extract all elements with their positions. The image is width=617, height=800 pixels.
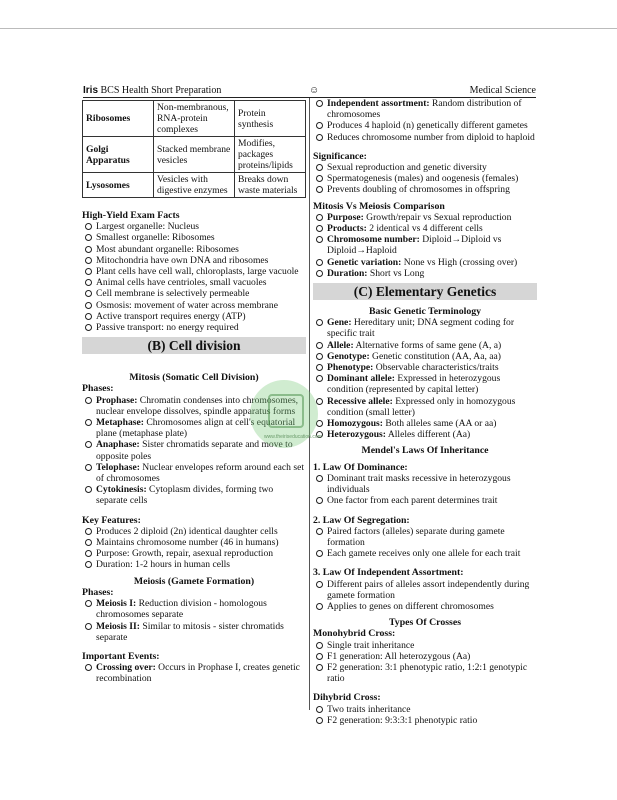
- list-item: Maintains chromosome number (46 in humans): [82, 537, 306, 548]
- significance-label: Significance:: [313, 150, 367, 162]
- list-item: Dominant allele: Expressed in heterozygous condition (represented by capital letter): [313, 373, 537, 395]
- header-left: [83, 85, 221, 96]
- list-item: Recessive allele: Expressed only in homozygous condition (small letter): [313, 396, 537, 418]
- list-item: Largest organelle: Nucleus: [82, 221, 306, 232]
- list-item: Duration: Short vs Long: [313, 268, 537, 279]
- list-item: Mitochondria have own DNA and ribosomes: [82, 255, 306, 266]
- list-item: Homozygous: Both alleles same (AA or aa): [313, 418, 537, 429]
- list-item: Produces 2 diploid (2n) identical daughter cells: [82, 526, 306, 537]
- list-item: Most abundant organelle: Ribosomes: [82, 244, 306, 255]
- law1-list: [313, 473, 537, 507]
- high-yield-title: High-Yield Exam Facts: [82, 210, 180, 221]
- table-cell: Vesicles with digestive enzymes: [154, 173, 235, 198]
- table-cell: Stacked membrane vesicles: [154, 137, 235, 173]
- list-item: F2 generation: 3:1 phenotypic ratio, 1:2:1 genotypic ratio: [313, 662, 537, 684]
- list-item: Passive transport: no energy required: [82, 322, 306, 333]
- important-events-list: [82, 662, 306, 684]
- list-item: Heterozygous: Alleles different (Aa): [313, 429, 537, 440]
- brand-logo: Iris: [83, 85, 99, 96]
- meiosis-continued-list: [313, 98, 537, 143]
- crosses-title: Types Of Crosses: [388, 617, 462, 629]
- organelle-table: [82, 100, 306, 198]
- list-item: Genetic variation: None vs High (crossing over): [313, 257, 537, 268]
- list-item: Duration: 1-2 hours in human cells: [82, 559, 306, 570]
- list-item: F1 generation: All heterozygous (Aa): [313, 651, 537, 662]
- phases-label: Phases:: [82, 383, 114, 395]
- high-yield-list: [82, 221, 306, 333]
- list-item: Sexual reproduction and genetic diversity: [313, 162, 537, 173]
- section-b-heading: (B) Cell division: [82, 337, 306, 354]
- header-title: BCS Health Short Preparation: [100, 85, 222, 96]
- meiosis-title: Meiosis (Gamete Formation): [133, 575, 255, 587]
- list-item: Active transport requires energy (ATP): [82, 311, 306, 322]
- table-cell: Ribosomes: [83, 101, 154, 137]
- mitosis-title: Mitosis (Somatic Cell Division): [129, 372, 259, 384]
- list-item: Osmosis: movement of water across membrane: [82, 300, 306, 311]
- dihybrid-list: [313, 704, 537, 726]
- list-item: Two traits inheritance: [313, 704, 537, 715]
- key-features-list: [82, 526, 306, 571]
- list-item: Animal cells have centrioles, small vacuoles: [82, 277, 306, 288]
- list-item: Single trait inheritance: [313, 640, 537, 651]
- comparison-list: [313, 212, 537, 279]
- table-cell: Protein synthesis: [235, 101, 306, 137]
- watermark-logo: [250, 380, 322, 448]
- list-item: Allele: Alternative forms of same gene (A, a): [313, 340, 537, 351]
- table-cell: Lysosomes: [83, 173, 154, 198]
- list-item: Phenotype: Observable characteristics/traits: [313, 362, 537, 373]
- section-c-heading: (C) Elementary Genetics: [313, 283, 537, 300]
- dihybrid-title: Dihybrid Cross:: [313, 692, 381, 704]
- right-column: [313, 98, 537, 726]
- law2-title: 2. Law Of Segregation:: [313, 514, 410, 526]
- law2-list: [313, 526, 537, 560]
- list-item: Each gamete receives only one allele for each trait: [313, 548, 537, 559]
- table-cell: Breaks down waste materials: [235, 173, 306, 198]
- table-row: [83, 173, 306, 198]
- list-item: Different pairs of alleles assort independently during gamete formation: [313, 579, 537, 601]
- mendel-title: Mendel's Laws Of Inheritance: [361, 445, 489, 457]
- list-item: Plant cells have cell wall, chloroplasts, large vacuole: [82, 266, 306, 277]
- meiosis-phases-list: [82, 598, 306, 643]
- list-item: Genotype: Genetic constitution (AA, Aa, aa): [313, 351, 537, 362]
- list-item: Purpose: Growth/repair vs Sexual reproduction: [313, 212, 537, 223]
- list-item: Purpose: Growth, repair, asexual reproduction: [82, 548, 306, 559]
- key-features-label: Key Features:: [82, 514, 141, 526]
- list-item: Dominant trait masks recessive in heterozygous individuals: [313, 473, 537, 495]
- law3-title: 3. Law Of Independent Assortment:: [313, 567, 464, 579]
- list-item: Spermatogenesis (males) and oogenesis (females): [313, 173, 537, 184]
- header-subject: Medical Science: [469, 85, 536, 96]
- law1-title: 1. Law Of Dominance:: [313, 461, 408, 473]
- list-item: Meiosis II: Similar to mitosis - sister chromatids separate: [82, 621, 306, 643]
- table-row: [83, 101, 306, 137]
- table-cell: Golgi Apparatus: [83, 137, 154, 173]
- monohybrid-list: [313, 640, 537, 685]
- list-item: Paired factors (alleles) separate during gamete formation: [313, 526, 537, 548]
- list-item: F2 generation: 9:3:3:1 phenotypic ratio: [313, 715, 537, 726]
- list-item: Chromosome number: Diploid→Diploid vs Diploid→Haploid: [313, 234, 537, 256]
- list-item: Cell membrane is selectively permeable: [82, 288, 306, 299]
- table-cell: Modifies, packages proteins/lipids: [235, 137, 306, 173]
- significance-list: [313, 162, 537, 196]
- list-item: Products: 2 identical vs 4 different cells: [313, 223, 537, 234]
- list-item: Applies to genes on different chromosomes: [313, 601, 537, 612]
- list-item: Independent assortment: Random distribution of chromosomes: [313, 98, 537, 120]
- list-item: Telophase: Nuclear envelopes reform around each set of chromosomes: [82, 462, 306, 484]
- table-cell: Non-membranous, RNA-protein complexes: [154, 101, 235, 137]
- list-item: Metaphase: Chromosomes align at cell's equatorial plane (metaphase plate): [82, 417, 306, 439]
- important-events-label: Important Events:: [82, 650, 160, 662]
- comparison-label: Mitosis Vs Meiosis Comparison: [313, 200, 445, 212]
- list-item: Crossing over: Occurs in Prophase I, creates genetic recombination: [82, 662, 306, 684]
- list-item: Smallest organelle: Ribosomes: [82, 232, 306, 243]
- law3-list: [313, 579, 537, 613]
- list-item: Produces 4 haploid (n) genetically different gametes: [313, 120, 537, 131]
- meiosis-phases-label: Phases:: [82, 586, 114, 598]
- list-item: Meiosis I: Reduction division - homologous chromosomes separate: [82, 598, 306, 620]
- list-item: Gene: Hereditary unit; DNA segment coding for specific trait: [313, 317, 537, 339]
- monohybrid-title: Monohybrid Cross:: [313, 628, 396, 640]
- list-item: Prophase: Chromatin condenses into chromosomes, nuclear envelope dissolves, spindle apparatus forms: [82, 395, 306, 417]
- header-mark: ☺: [309, 85, 320, 96]
- watermark-text: www.theiriseducation.com: [264, 434, 322, 440]
- terminology-list: [313, 317, 537, 440]
- list-item: Prevents doubling of chromosomes in offspring: [313, 184, 537, 195]
- terminology-title: Basic Genetic Terminology: [368, 306, 482, 318]
- list-item: Reduces chromosome number from diploid to haploid: [313, 132, 537, 143]
- list-item: Anaphase: Sister chromatids separate and move to opposite poles: [82, 439, 306, 461]
- list-item: One factor from each parent determines trait: [313, 495, 537, 506]
- watermark-book-icon: [268, 394, 304, 428]
- table-row: [83, 137, 306, 173]
- list-item: Cytokinesis: Cytoplasm divides, forming two separate cells: [82, 484, 306, 506]
- scan-edge-line: [0, 28, 617, 29]
